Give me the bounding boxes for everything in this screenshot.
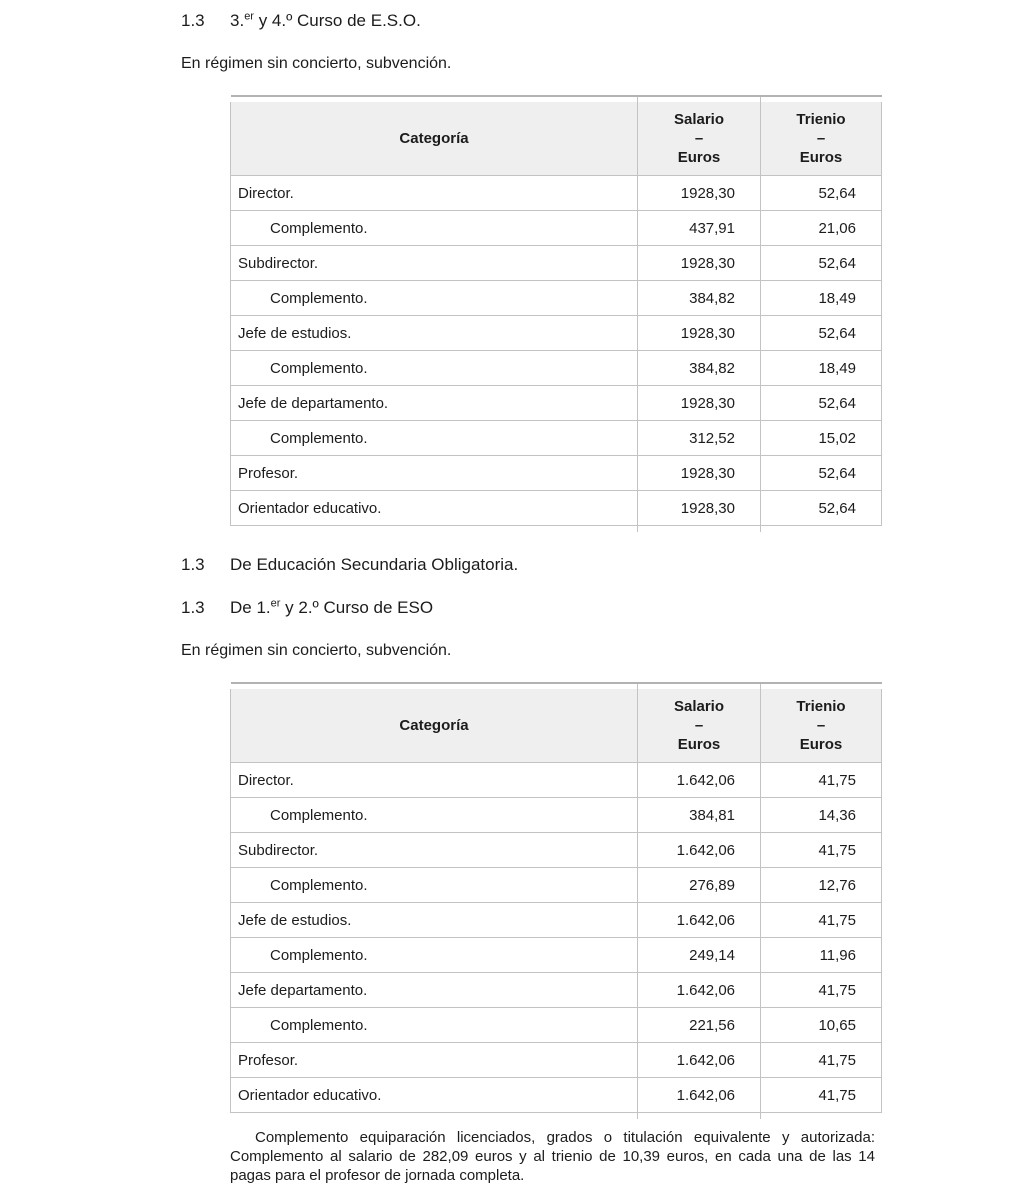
header-unit: Euros (677, 736, 721, 753)
category-cell: Jefe de departamento. (231, 386, 638, 421)
salario-cell: 384,82 (638, 281, 761, 316)
heading-superscript: er (270, 597, 281, 610)
table-row (231, 351, 882, 386)
table-row (231, 491, 882, 526)
category-cell: Complemento. (231, 211, 638, 246)
spacer-cell (761, 526, 882, 533)
salario-cell: 1.642,06 (638, 833, 761, 868)
header-dash: – (816, 130, 826, 147)
category-cell: Profesor. (231, 456, 638, 491)
table-row (231, 868, 882, 903)
trienio-cell: 41,75 (761, 903, 882, 938)
header-line: Trienio (796, 111, 846, 128)
table-row (231, 1043, 882, 1078)
table-body (231, 763, 882, 1113)
salario-cell: 1928,30 (638, 456, 761, 491)
category-cell: Director. (231, 176, 638, 211)
salario-cell: 1928,30 (638, 491, 761, 526)
category-cell: Complemento. (231, 1008, 638, 1043)
trienio-cell: 41,75 (761, 973, 882, 1008)
table-row (231, 763, 882, 798)
table-row (231, 456, 882, 491)
header-line: Salario (673, 698, 725, 715)
trienio-cell: 18,49 (761, 351, 882, 386)
section-heading-eso-3-4 (181, 11, 882, 31)
header-unit: Euros (799, 736, 843, 753)
heading-text (230, 11, 882, 31)
trienio-cell: 41,75 (761, 763, 882, 798)
header-line: Salario (673, 111, 725, 128)
table-body (231, 176, 882, 526)
table-foot (231, 526, 882, 533)
table-head (231, 683, 882, 763)
table-row (231, 386, 882, 421)
column-header-trienio (761, 689, 882, 763)
salario-cell: 1928,30 (638, 246, 761, 281)
table-header-row (231, 689, 882, 763)
table-row (231, 421, 882, 456)
header-dash: – (694, 130, 704, 147)
column-header-categoria: Categoría (231, 689, 638, 763)
spacer-cell (231, 526, 638, 533)
salary-table-eso-1-2 (230, 682, 882, 1119)
section-heading-eso-general (181, 555, 882, 575)
trienio-cell: 41,75 (761, 1078, 882, 1113)
spacer-cell (761, 1113, 882, 1120)
heading-text-post: y 4.º Curso de E.S.O. (253, 11, 421, 30)
table-header-row (231, 102, 882, 176)
category-cell: Subdirector. (231, 833, 638, 868)
category-cell: Jefe de estudios. (231, 316, 638, 351)
table-bottom-spacer-row (231, 526, 882, 533)
heading-text: De Educación Secundaria Obligatoria. (230, 555, 519, 574)
column-header-salario (638, 102, 761, 176)
regime-paragraph-1: En régimen sin concierto, subvención. (181, 55, 452, 72)
column-header-categoria: Categoría (231, 102, 638, 176)
salario-cell: 1928,30 (638, 176, 761, 211)
document-content (181, 11, 882, 1185)
trienio-cell: 14,36 (761, 798, 882, 833)
spacer-cell (638, 1113, 761, 1120)
heading-text-post: y 2.º Curso de ESO (280, 598, 434, 617)
table-row (231, 246, 882, 281)
salario-cell: 312,52 (638, 421, 761, 456)
trienio-cell: 11,96 (761, 938, 882, 973)
spacer-cell (231, 1113, 638, 1120)
header-line: Trienio (796, 698, 846, 715)
category-cell: Jefe de estudios. (231, 903, 638, 938)
salario-cell: 1.642,06 (638, 1043, 761, 1078)
table-row (231, 973, 882, 1008)
category-cell: Complemento. (231, 281, 638, 316)
category-cell: Orientador educativo. (231, 491, 638, 526)
column-header-salario (638, 689, 761, 763)
trienio-cell: 52,64 (761, 491, 882, 526)
column-header-trienio (761, 102, 882, 176)
trienio-cell: 52,64 (761, 246, 882, 281)
category-cell: Complemento. (231, 421, 638, 456)
category-cell: Complemento. (231, 351, 638, 386)
table-row (231, 316, 882, 351)
table-head (231, 96, 882, 176)
table-row (231, 833, 882, 868)
trienio-cell: 52,64 (761, 176, 882, 211)
trienio-cell: 10,65 (761, 1008, 882, 1043)
salario-cell: 1928,30 (638, 316, 761, 351)
salario-cell: 384,82 (638, 351, 761, 386)
table-row (231, 798, 882, 833)
section-heading-eso-1-2 (181, 598, 882, 618)
footnote-paragraph: Complemento equiparación licenciados, grados o titulación equivalente y autorizada: Complemento al salario de 282,09 euros y al trienio de 10,39 euros, en cada una de las 14 pagas para el profesor de jornada completa. (230, 1129, 875, 1184)
category-cell: Complemento. (231, 938, 638, 973)
salario-cell: 1.642,06 (638, 1078, 761, 1113)
heading-number: 1.3 (181, 11, 205, 30)
salario-cell: 1.642,06 (638, 973, 761, 1008)
trienio-cell: 18,49 (761, 281, 882, 316)
heading-text-pre: De 1. (230, 598, 271, 617)
header-dash: – (816, 717, 826, 734)
spacer-cell (638, 526, 761, 533)
category-cell: Jefe departamento. (231, 973, 638, 1008)
salario-cell: 276,89 (638, 868, 761, 903)
table-row (231, 938, 882, 973)
table-row (231, 176, 882, 211)
trienio-cell: 41,75 (761, 833, 882, 868)
salario-cell: 221,56 (638, 1008, 761, 1043)
trienio-cell: 15,02 (761, 421, 882, 456)
table-row (231, 1078, 882, 1113)
heading-text-pre: 3. (230, 11, 245, 30)
heading-number: 1.3 (181, 555, 205, 574)
header-dash: – (694, 717, 704, 734)
salary-table-eso-3-4 (230, 95, 882, 532)
salario-cell: 1.642,06 (638, 903, 761, 938)
table-row (231, 1008, 882, 1043)
heading-text (230, 598, 882, 618)
trienio-cell: 41,75 (761, 1043, 882, 1078)
trienio-cell: 52,64 (761, 386, 882, 421)
table-foot (231, 1113, 882, 1120)
header-unit: Euros (799, 149, 843, 166)
salario-cell: 249,14 (638, 938, 761, 973)
trienio-cell: 52,64 (761, 456, 882, 491)
regime-paragraph-2: En régimen sin concierto, subvención. (181, 642, 452, 659)
heading-superscript: er (244, 10, 254, 23)
table-row (231, 903, 882, 938)
salario-cell: 437,91 (638, 211, 761, 246)
table-row (231, 211, 882, 246)
category-cell: Profesor. (231, 1043, 638, 1078)
category-cell: Subdirector. (231, 246, 638, 281)
heading-number: 1.3 (181, 598, 205, 617)
category-cell: Complemento. (231, 798, 638, 833)
category-cell: Director. (231, 763, 638, 798)
trienio-cell: 12,76 (761, 868, 882, 903)
category-cell: Complemento. (231, 868, 638, 903)
table-row (231, 281, 882, 316)
table-bottom-spacer-row (231, 1113, 882, 1120)
trienio-cell: 21,06 (761, 211, 882, 246)
header-unit: Euros (677, 149, 721, 166)
salario-cell: 384,81 (638, 798, 761, 833)
category-cell: Orientador educativo. (231, 1078, 638, 1113)
salario-cell: 1928,30 (638, 386, 761, 421)
salario-cell: 1.642,06 (638, 763, 761, 798)
trienio-cell: 52,64 (761, 316, 882, 351)
